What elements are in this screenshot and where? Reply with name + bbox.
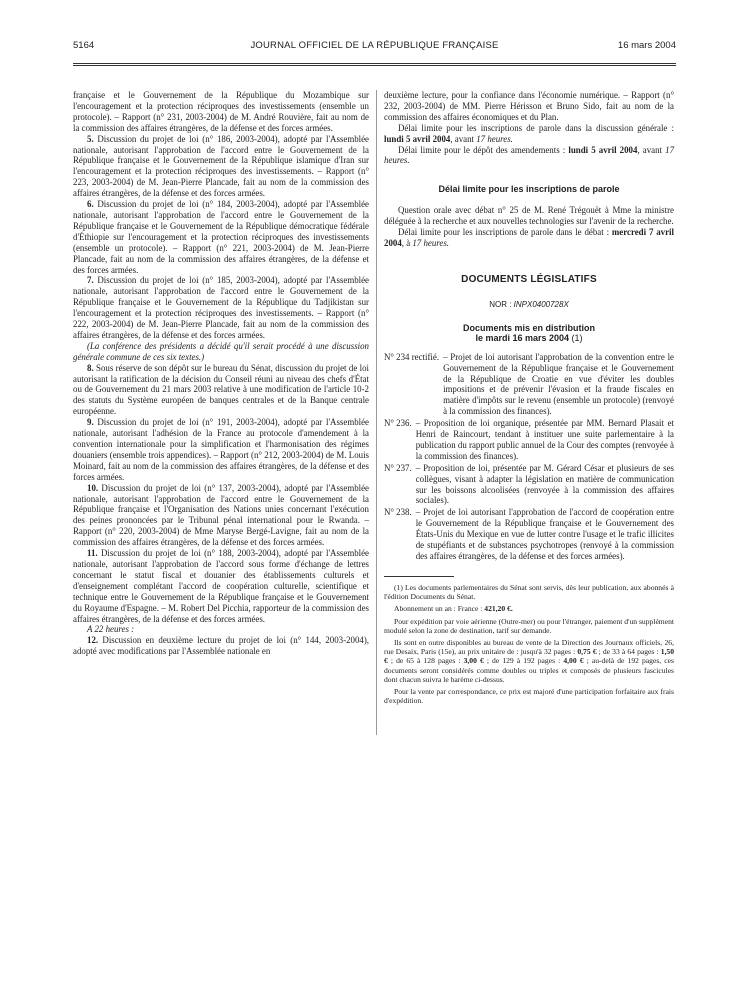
item-number: 11. [87, 548, 98, 559]
document-text: – Proposition de loi organique, présentée par MM. Bernard Plasait et Henri de Raincourt, tendant à instituer une suite parlementaire à la publication du rapport public annuel de la Cour des comptes (renvoyée à la commission des finances). [415, 418, 674, 461]
footnote-1: (1) Les documents parlementaires du Sénat sont servis, dès leur publication, aux abonnés à l'édition Documents du Sénat. [384, 582, 674, 602]
document-item [384, 463, 674, 507]
left-column [73, 90, 369, 657]
document-item [384, 418, 674, 462]
agenda-item-8 [73, 363, 369, 418]
item-text: Discussion du projet de loi (n° 188, 2003-2004), adopté par l'Assemblée nationale, autorisant l'approbation de l'accord sous forme d'échange de lettres concernant le statut fiscal et douanier des établissements culturels et d'enseignement complétant l'accord de coopération culturelle, scientifique et technique entre le Gouvernement de la République française et le Gouvernement du Royaume d'Espagne. – M. Robert Del Picchia, rapporteur de la commission des affaires étrangères, de la défense et des forces armées. [73, 548, 369, 624]
item-text: Discussion du projet de loi (n° 186, 2003-2004), adopté par l'Assemblée nationale, autorisant l'approbation de l'accord entre le Gouvernement de la République française et le Gouvernement de la République islamique d'Iran sur l'encouragement et la protection réciproques des investissements. – Rapport (n° 223, 2003-2004) de M. Jean-Pierre Plancade, fait au nom de la commission des affaires étrangères, de la défense et des forces armées. [73, 133, 369, 199]
header-rule [73, 63, 676, 66]
item-number: 7. [87, 275, 94, 286]
section-heading-deadline: Délai limite pour les inscriptions de parole [438, 184, 620, 195]
item-number: 6. [87, 199, 94, 210]
section-heading-documents: DOCUMENTS LÉGISLATIFS [461, 273, 597, 285]
document-text: – Projet de loi autorisant l'approbation de la convention entre le Gouvernement de la République française et le Gouvernement de la République de Croatie en vue d'éviter les doubles impositions et de prévenir l'évasion et la fraude fiscales en matière d'impôts sur le revenu (ensemble un protocole) (renvoyé à la commission des finances). [443, 351, 674, 417]
agenda-item-7 [73, 275, 369, 340]
item-text: Discussion en deuxième lecture du projet de loi (n° 144, 2003-2004), adopté avec modifications par l'Assemblée nationale en [73, 635, 369, 657]
agenda-item-continued: deuxième lecture, pour la confiance dans l'économie numérique. – Rapport (n° 232, 2003-2004) de MM. Pierre Hérisson et Bruno Sido, fait au nom de la commission des affaires économiques et du Plan. [384, 90, 674, 122]
document-item [384, 507, 674, 562]
right-column [384, 90, 674, 708]
conference-note: (La conférence des présidents a décidé qu'il serait procédé à une discussion générale commune de ces six textes.) [73, 340, 369, 362]
issue-date: 16 mars 2004 [617, 40, 676, 51]
footnote-rule [384, 576, 454, 577]
agenda-item-5 [73, 134, 369, 199]
footnote-mail-order: Pour la vente par correspondance, ce prix est majoré d'une participation forfaitaire aux frais d'expédition. [384, 686, 674, 706]
agenda-item-10 [73, 483, 369, 548]
footnote-subscription: Abonnement un an : France : 421,20 €. [394, 604, 513, 614]
agenda-item-9 [73, 417, 369, 482]
column-separator [376, 90, 377, 735]
document-number: N° 234 rectifié. [384, 351, 440, 362]
document-text: – Proposition de loi, présentée par M. Gérard César et plusieurs de ses collègues, visant à adapter la législation en matière de communication sur les boissons alcoolisées (renvoyée à la commission des affaires sociales). [415, 462, 674, 506]
item-text: Discussion du projet de loi (n° 191, 2003-2004), adopté par l'Assemblée nationale, autorisant l'adhésion de la France au protocole d'amendement à la convention internationale pour la simplification et l'harmonisation des régimes douaniers (ensemble trois appendices). – Rapport (n° 212, 2003-2004) de M. Louis Moinard, fait au nom de la commission des affaires étrangères, de la défense et des forces armées. [73, 417, 369, 482]
nor-reference: NOR : INPX0400728X [489, 299, 569, 309]
page-header [73, 40, 676, 56]
journal-title: JOURNAL OFFICIEL DE LA RÉPUBLIQUE FRANÇAISE [250, 40, 499, 51]
agenda-item-11 [73, 548, 369, 624]
document-number: N° 237. [384, 462, 412, 473]
footnote-prices: Ils sont en outre disponibles au bureau de vente de la Direction des Journaux officiels, 26, rue Desaix, Paris (15e), au prix unitaire de : jusqu'à 32 pages : 0,75 € ; de 33 à 64 pages : 1,50 € ; de 65 à 128 pages : 3,00 € ; de 129 à 192 pages : 4,00 € ; au-delà de 192 pages, ces documents seront considérés comme doubles ou triples et composés de plusieurs fascicules dont chacun suivra le barème ci-dessus. [384, 637, 674, 684]
item-number: 5. [87, 133, 94, 144]
agenda-item-continued: française et le Gouvernement de la République du Mozambique sur l'encouragement et la protection réciproques des investissements (ensemble un protocole). – Rapport (n° 231, 2003-2004) de M. André Rouvière, fait au nom de la commission des affaires étrangères, de la défense et des forces armées. [73, 90, 369, 133]
document-item [384, 352, 674, 417]
deadline-amendments: Délai limite pour le dépôt des amendements : lundi 5 avril 2004, avant 17 heures. [384, 144, 674, 166]
document-number: N° 236. [384, 418, 412, 429]
item-number: 8. [87, 362, 94, 373]
agenda-item-12 [73, 635, 369, 657]
item-number: 10. [87, 482, 99, 493]
deadline-speaking: Délai limite pour les inscriptions de parole dans la discussion générale : lundi 5 avril 2004, avant 17 heures. [384, 122, 674, 144]
item-text: Discussion du projet de loi (n° 185, 2003-2004), adopté par l'Assemblée nationale, autorisant l'approbation de l'accord entre le Gouvernement de la République française et le Gouvernement de la République du Tadjikistan sur l'encouragement et la protection réciproques des investissements. – Rapport (n° 222, 2003-2004) de M. Jean-Pierre Plancade, fait au nom de la commission des affaires étrangères, de la défense et des forces armées. [73, 275, 369, 340]
document-text: – Projet de loi autorisant l'approbation de l'accord de coopération entre le Gouvernement de la République française et le Gouvernement des États-Unis du Mexique en vue de lutter contre l'usage et le trafic illicites de stupéfiants et de substances psychotropes (renvoyé à la commission des affaires étrangères, de la défense et des forces armées). [415, 507, 674, 561]
item-text: Discussion du projet de loi (n° 184, 2003-2004), adopté par l'Assemblée nationale, autorisant l'approbation de l'accord entre le Gouvernement de la République française et le Gouvernement de la République démocratique fédérale d'Éthiopie sur l'encouragement et la protection réciproques des investissements (ensemble un protocole). – Rapport (n° 221, 2003-2004) de M. Jean-Pierre Plancade, fait au nom de la commission des affaires étrangères, de la défense et des forces armées. [73, 199, 369, 275]
item-number: 9. [87, 417, 94, 428]
documents-list [384, 352, 674, 562]
deadline-debate: Délai limite pour les inscriptions de parole dans le débat : mercredi 7 avril 2004, à 17 heures. [384, 227, 674, 248]
oral-question: Question orale avec débat n° 25 de M. René Trégouët à Mme la ministre déléguée à la recherche et aux nouvelles technologies sur l'avenir de la recherche. [384, 205, 674, 227]
document-number: N° 238. [384, 507, 412, 518]
item-text: Discussion du projet de loi (n° 137, 2003-2004), adopté par l'Assemblée nationale, autorisant l'approbation de l'accord entre le Gouvernement de la République française et l'Organisation des Nations unies concernant l'exécution des peines prononcées par le Tribunal pénal international pour le Rwanda. – Rapport (n° 220, 2003-2004) de Mme Maryse Bergé-Lavigne, fait au nom de la commission des affaires étrangères, de la défense et des forces armées. [73, 482, 369, 548]
page-number: 5164 [73, 40, 95, 51]
time-heading: A 22 heures : [87, 624, 135, 635]
documents-subheading: Documents mis en distribution le mardi 16 mars 2004 (1) [462, 322, 595, 344]
footnotes [384, 583, 674, 705]
item-text: Sous réserve de son dépôt sur le bureau du Sénat, discussion du projet de loi autorisant la ratification de la décision du Conseil réuni au niveau des chefs d'État ou de Gouvernement du 21 mars 2003 relative à une modification de l'article 10-2 des statuts du Système européen de banques centrales et de la Banque centrale européenne. [73, 362, 369, 417]
footnote-shipping: Pour expédition par voie aérienne (Outre-mer) ou pour l'étranger, paiement d'un supplément modulé selon la zone de destination, tarif sur demande. [384, 616, 674, 635]
agenda-item-6 [73, 199, 369, 275]
item-number: 12. [87, 635, 99, 646]
